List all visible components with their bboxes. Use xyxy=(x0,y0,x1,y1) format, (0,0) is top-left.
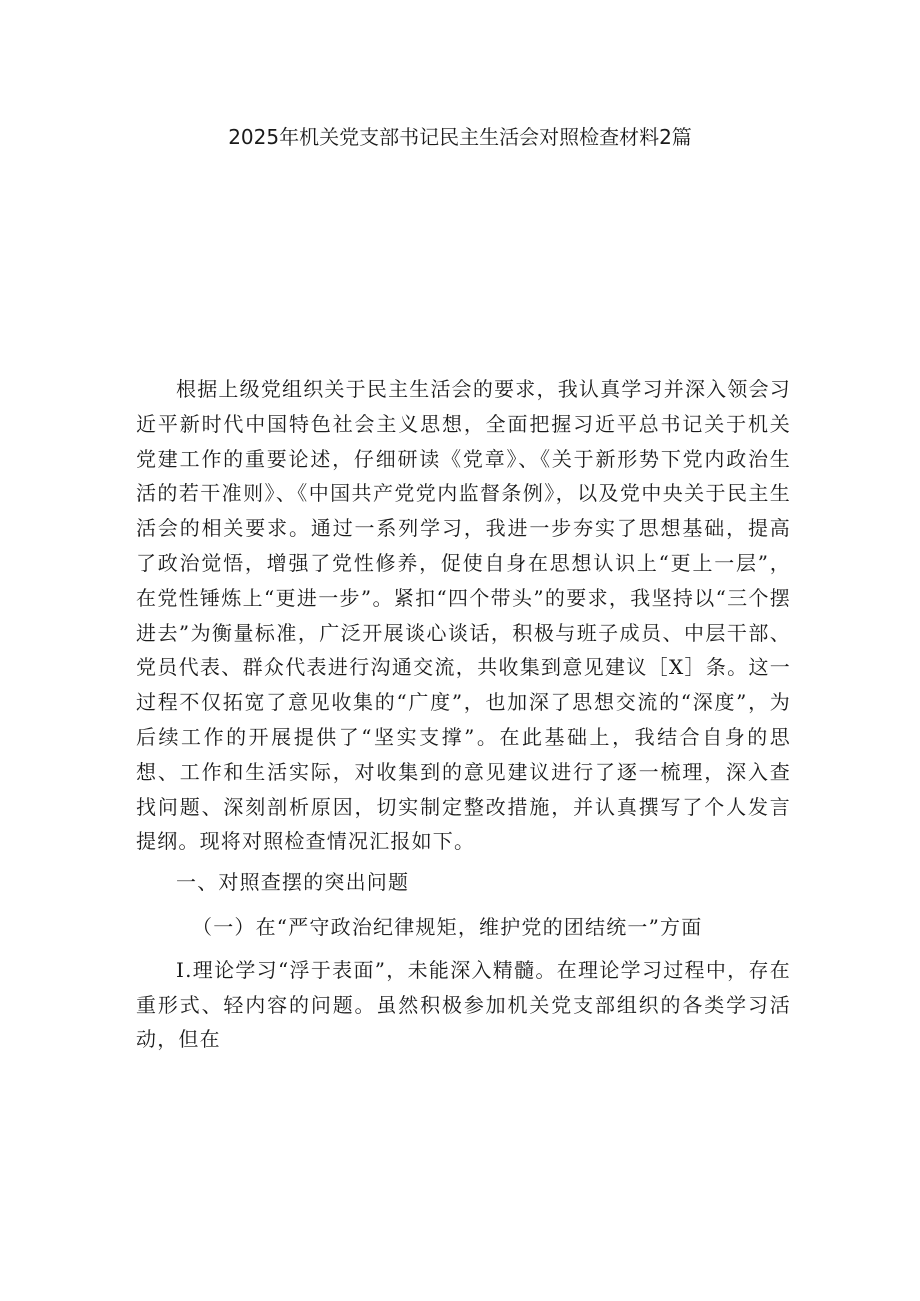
section-heading: 一、对照查摆的突出问题 xyxy=(176,870,410,895)
intro-paragraph: 根据上级党组织关于民主生活会的要求，我认真学习并深入领会习近平新时代中国特色社会主义思想，全面把握习近平总书记关于机关党建工作的重要论述，仔细研读《党章》、《关于新形势下党内政治生活的若干准则》、《中国共产党党内监督条例》，以及党中央关于民主生活会的相关要求。通过一系列学习，我进一步夯实了思想基础，提高了政治觉悟，增强了党性修养，促使自身在思想认识上“更上一层”，在党性锤炼上“更进一步”。紧扣“四个带头”的要求，我坚持以“三个摆进去”为衡量标准，广泛开展谈心谈话，积极与班子成员、中层干部、党员代表、群众代表进行沟通交流，共收集到意见建议［X］条。这一过程不仅拓宽了意见收集的“广度”，也加深了思想交流的“深度”，为后续工作的开展提供了“坚实支撑”。在此基础上，我结合自身的思想、工作和生活实际，对收集到的意见建议进行了逐一梳理，深入查找问题、深刻剖析原因，切实制定整改措施，并认真撰写了个人发言提纲。现将对照检查情况汇报如下。 xyxy=(136,377,791,854)
subsection-heading: （一）在“严守政治纪律规矩，维护党的团结统一”方面 xyxy=(192,914,703,939)
item-paragraph: I.理论学习“浮于表面”，未能深入精髓。在理论学习过程中，存在重形式、轻内容的问题。虽然积极参加机关党支部组织的各类学习活动，但在 xyxy=(136,957,791,1052)
document-title: 2025年机关党支部书记民主生活会对照检查材料2篇 xyxy=(228,125,692,149)
document-body xyxy=(136,372,791,1057)
